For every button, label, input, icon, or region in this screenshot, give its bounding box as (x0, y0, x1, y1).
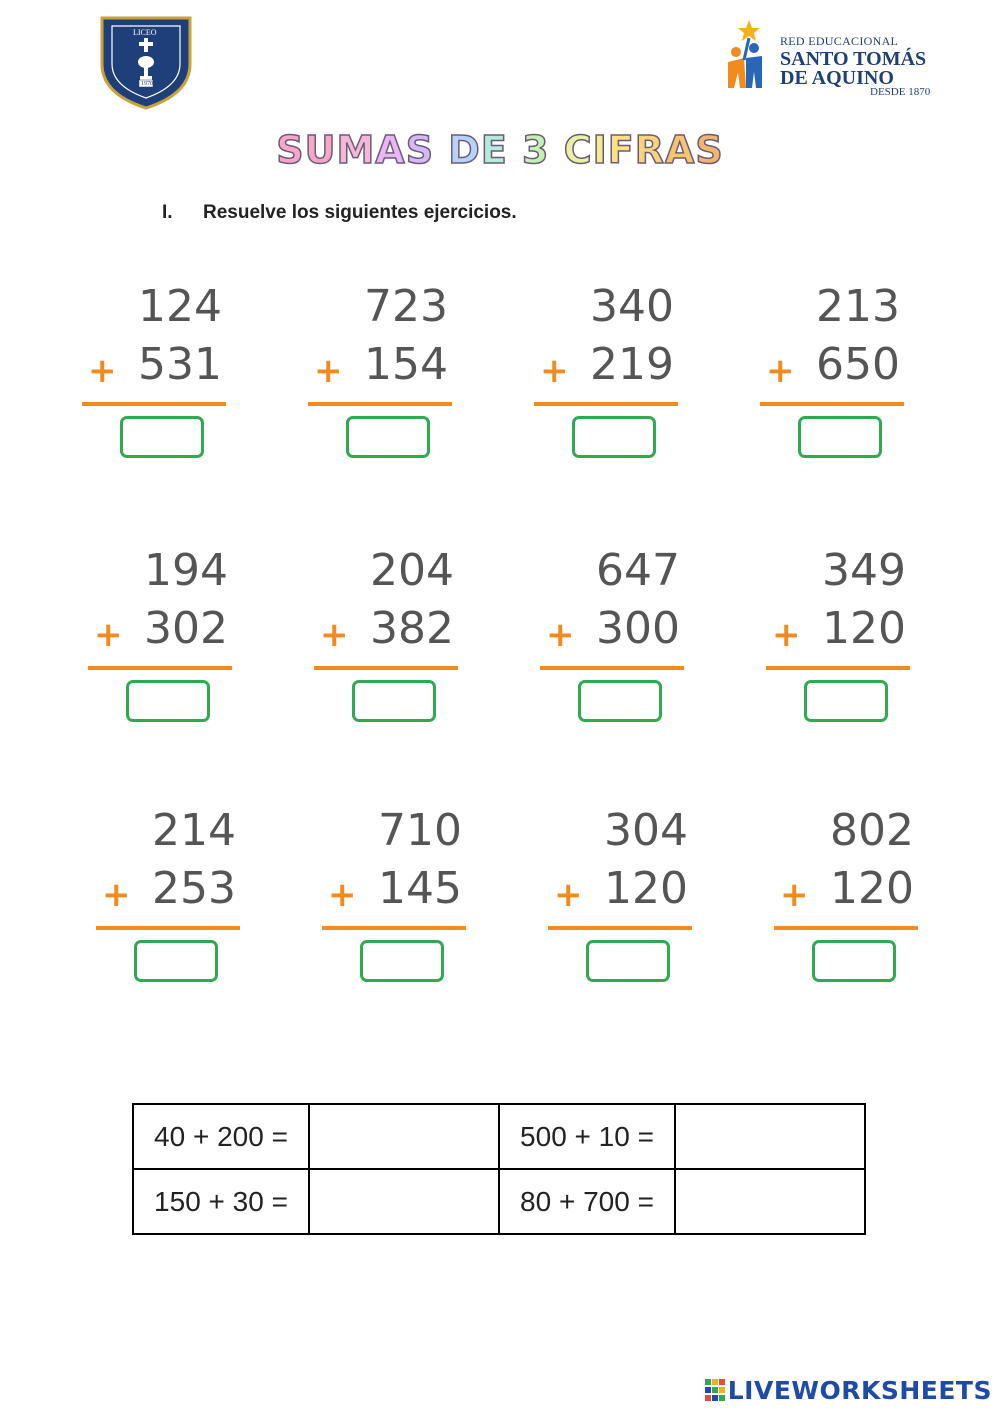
sum-line (766, 666, 910, 670)
plus-sign: + (546, 615, 575, 655)
answer-box[interactable] (360, 940, 444, 982)
title-char: M (336, 128, 376, 172)
title-char: F (607, 128, 635, 172)
plus-sign: + (540, 351, 569, 391)
brand-text: LIVEWORKSHEETS (727, 1375, 992, 1405)
addend-top: 124 (138, 281, 222, 332)
plus-sign: + (328, 875, 357, 915)
plus-sign: + (94, 615, 123, 655)
table-answer-cell[interactable] (675, 1169, 865, 1234)
title-char: S (695, 128, 724, 172)
title-char: S (405, 128, 435, 172)
addition-problem (534, 282, 684, 472)
page-title (0, 128, 1000, 172)
plus-sign: + (88, 351, 117, 391)
answer-box[interactable] (812, 940, 896, 982)
sum-line (322, 926, 466, 930)
addend-top: 802 (830, 805, 914, 856)
addend-bottom: 531 (138, 339, 222, 390)
addend-bottom: 120 (822, 603, 906, 654)
table-question: 150 + 30 = (133, 1169, 309, 1234)
answer-box[interactable] (346, 416, 430, 458)
addend-bottom: 300 (596, 603, 680, 654)
answer-box[interactable] (578, 680, 662, 722)
answer-box[interactable] (798, 416, 882, 458)
title-char: D (448, 128, 481, 172)
addend-top: 723 (364, 281, 448, 332)
addition-problem (82, 282, 232, 472)
addend-top: 340 (590, 281, 674, 332)
title-char: S (276, 128, 305, 172)
table-question: 40 + 200 = (133, 1104, 309, 1169)
addend-bottom: 302 (144, 603, 228, 654)
plus-sign: + (766, 351, 795, 391)
sum-line (760, 402, 904, 406)
addend-top: 349 (822, 545, 906, 596)
answer-box[interactable] (352, 680, 436, 722)
network-logo-line3: DE AQUINO (780, 67, 894, 89)
sum-line (96, 926, 240, 930)
sum-line (774, 926, 918, 930)
title-char: A (665, 128, 696, 172)
answer-box[interactable] (126, 680, 210, 722)
network-logo-line2: SANTO TOMÁS (780, 48, 927, 70)
addend-bottom: 219 (590, 339, 674, 390)
addition-problem (548, 806, 698, 996)
addend-bottom: 154 (364, 339, 448, 390)
instruction-text: Resuelve los siguientes ejercicios. (203, 202, 517, 223)
title-char: C (563, 128, 593, 172)
table-row (133, 1169, 865, 1234)
addition-problem (322, 806, 472, 996)
plus-sign: + (772, 615, 801, 655)
addend-top: 204 (370, 545, 454, 596)
addend-bottom: 382 (370, 603, 454, 654)
sum-line (548, 926, 692, 930)
sum-line (534, 402, 678, 406)
addend-top: 710 (378, 805, 462, 856)
addend-bottom: 253 (152, 863, 236, 914)
table-answer-cell[interactable] (675, 1104, 865, 1169)
addition-problem (314, 546, 464, 736)
title-char: A (375, 128, 406, 172)
table-question: 500 + 10 = (499, 1104, 675, 1169)
title-char: E (480, 128, 508, 172)
addend-top: 213 (816, 281, 900, 332)
title-char: I (592, 128, 608, 172)
sum-line (88, 666, 232, 670)
title-char: U (304, 128, 337, 172)
table-question: 80 + 700 = (499, 1169, 675, 1234)
school-crest-logo (98, 12, 194, 110)
plus-sign: + (102, 875, 131, 915)
addition-problem (96, 806, 246, 996)
school-logo-year: 1970 (141, 81, 153, 87)
addend-bottom: 120 (830, 863, 914, 914)
sum-line (314, 666, 458, 670)
liveworksheets-icon (704, 1378, 726, 1402)
liveworksheets-brand (704, 1375, 992, 1405)
title-char (508, 128, 522, 172)
sum-line (540, 666, 684, 670)
sum-line (82, 402, 226, 406)
title-char (550, 128, 564, 172)
addition-problem (760, 282, 910, 472)
network-logo-line4: DESDE 1870 (870, 86, 931, 98)
network-logo-line1: RED EDUCACIONAL (780, 34, 899, 48)
addition-problem (774, 806, 924, 996)
addend-top: 304 (604, 805, 688, 856)
addition-problem (308, 282, 458, 472)
sum-table (132, 1103, 866, 1235)
addition-problem (540, 546, 690, 736)
instruction-number: I. (162, 202, 173, 223)
plus-sign: + (314, 351, 343, 391)
plus-sign: + (780, 875, 809, 915)
table-answer-cell[interactable] (309, 1169, 499, 1234)
network-logo (722, 18, 931, 100)
answer-box[interactable] (572, 416, 656, 458)
title-char: 3 (522, 128, 550, 172)
answer-box[interactable] (804, 680, 888, 722)
addend-top: 214 (152, 805, 236, 856)
addend-bottom: 145 (378, 863, 462, 914)
addend-bottom: 650 (816, 339, 900, 390)
instruction (162, 202, 517, 224)
table-row (133, 1104, 865, 1169)
table-answer-cell[interactable] (309, 1104, 499, 1169)
network-figures-icon (722, 18, 780, 100)
answer-box[interactable] (120, 416, 204, 458)
answer-box[interactable] (134, 940, 218, 982)
answer-box[interactable] (586, 940, 670, 982)
addition-problem (766, 546, 916, 736)
addend-top: 647 (596, 545, 680, 596)
title-char (434, 128, 448, 172)
sum-line (308, 402, 452, 406)
school-crest-icon (98, 12, 194, 110)
addend-bottom: 120 (604, 863, 688, 914)
title-char: R (634, 128, 665, 172)
addend-top: 194 (144, 545, 228, 596)
plus-sign: + (554, 875, 583, 915)
school-logo-name: LICEO (133, 28, 157, 37)
plus-sign: + (320, 615, 349, 655)
addition-problem (88, 546, 238, 736)
